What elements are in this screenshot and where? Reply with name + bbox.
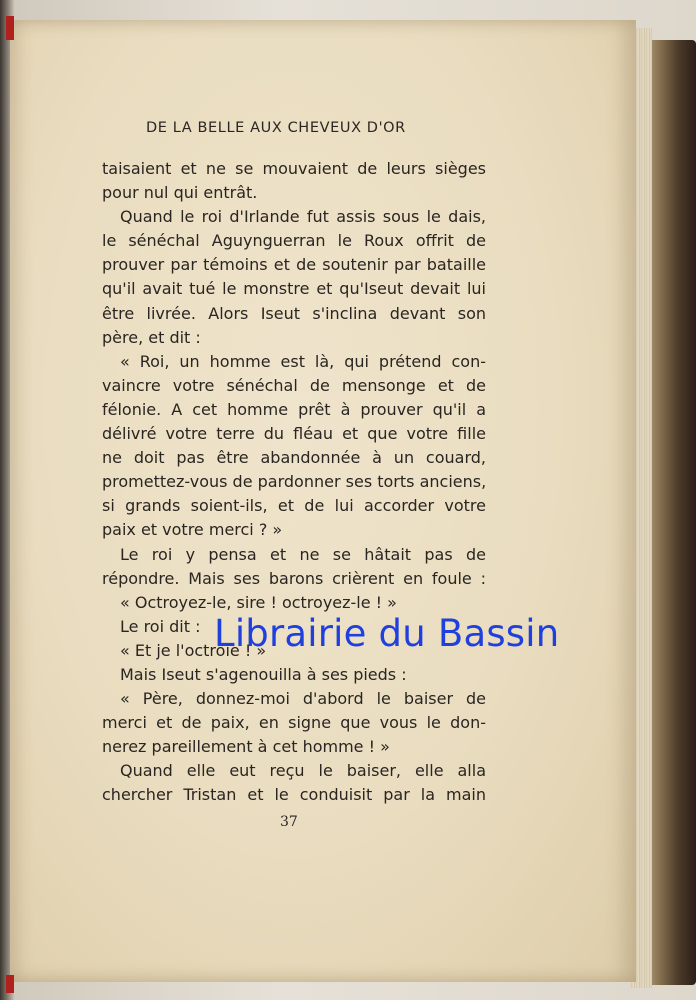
text-line: le sénéchal Aguynguerran le Roux offrit de (102, 231, 486, 251)
text-line: Le roi y pensa et ne se hâtait pas de (120, 544, 486, 564)
text-line: « Roi, un homme est là, qui prétend con- (120, 351, 486, 371)
text-line: félonie. A cet homme prêt à prouver qu'il a (102, 399, 486, 419)
text-line: qu'il avait tué le monstre et qu'Iseut devait lui (102, 279, 486, 299)
text-line: être livrée. Alors Iseut s'inclina devant son (102, 303, 486, 323)
text-line: délivré votre terre du fléau et que votre fille (102, 424, 486, 444)
text-line: « Octroyez-le, sire ! octroyez-le ! » (120, 592, 397, 612)
text-line: nerez pareillement à cet homme ! » (102, 737, 390, 757)
text-line: pour nul qui entrât. (102, 183, 258, 203)
bookmark-ribbon-bottom (6, 975, 14, 993)
text-line: Quand elle eut reçu le baiser, elle alla (120, 761, 486, 781)
text-line: paix et votre merci ? » (102, 520, 283, 540)
text-line: Mais Iseut s'agenouilla à ses pieds : (120, 664, 407, 684)
page-number: 37 (280, 814, 298, 830)
text-line: promettez-vous de pardonner ses torts anciens, (102, 472, 487, 492)
text-line: prouver par témoins et de soutenir par bataille (102, 255, 486, 275)
watermark-text: Librairie du Bassin (214, 612, 560, 655)
text-line: répondre. Mais ses barons crièrent en foule : (102, 568, 486, 588)
text-line: « Et je l'octroie ! » (120, 640, 267, 660)
text-line: vaincre votre sénéchal de mensonge et de (102, 375, 486, 395)
text-line: « Père, donnez-moi d'abord le baiser de (120, 689, 486, 709)
text-line: taisaient et ne se mouvaient de leurs sièges (102, 159, 486, 178)
text-line: ne doit pas être abandonnée à un couard, (102, 448, 486, 468)
body-text (102, 157, 486, 808)
text-line: si grands soient-ils, et de lui accorder votre (102, 496, 486, 516)
text-line: chercher Tristan et le conduisit par la main (102, 785, 486, 805)
text-line: Le roi dit : (120, 616, 201, 636)
text-line: merci et de paix, en signe que vous le don- (102, 713, 486, 733)
bookmark-ribbon-top (6, 16, 14, 40)
text-line: Quand le roi d'Irlande fut assis sous le dais, (120, 207, 486, 227)
text-line: père, et dit : (102, 327, 201, 347)
running-head: DE LA BELLE AUX CHEVEUX D'OR (146, 120, 406, 136)
